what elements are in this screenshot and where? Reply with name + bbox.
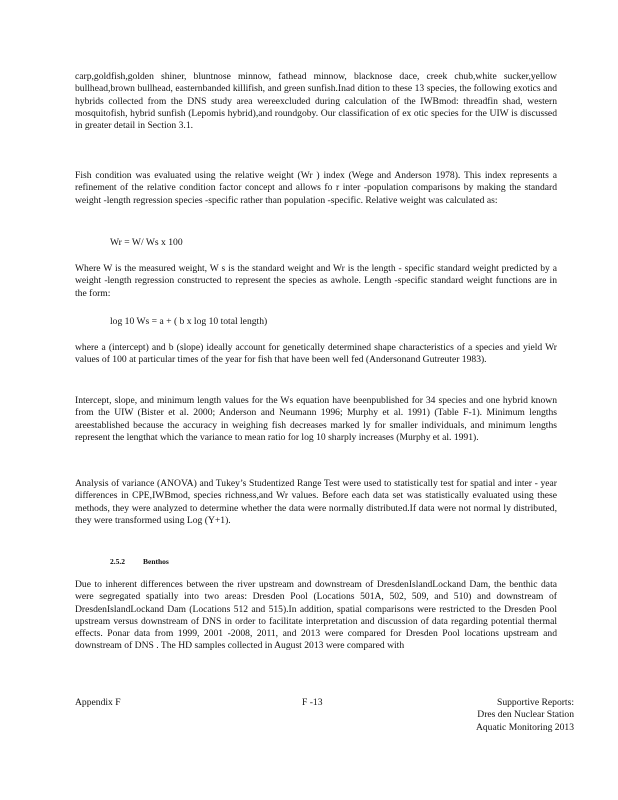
equation-relative-weight: Wr = W/ Ws x 100 xyxy=(110,237,183,248)
equation-standard-weight: log 10 Ws = a + ( b x log 10 total length) xyxy=(110,316,268,327)
paragraph-intercept-slope: where a (intercept) and b (slope) ideally account for genetically determined shape characteristics of a species and yield Wr values of 100 at particular times of the year for fish that have been well fed (Andersonand Gutreuter 1983). xyxy=(75,342,557,366)
footer-report-line-2: Dres den Nuclear Station xyxy=(477,709,574,721)
section-number: 2.5.2 xyxy=(110,557,125,566)
footer-report-line-1: Supportive Reports: xyxy=(496,697,574,708)
section-title: Benthos xyxy=(143,557,169,566)
paragraph-benthic-data: Due to inherent differences between the river upstream and downstream of DresdenIslandLockand Dam, the benthic data were segregated spatially into two areas: Dresden Pool (Locations 501A, 502, 509, and 510) and downstream of DresdenIslandLockand Dam (Locations 512 and 515).In addition, spatial comparisons were restricted to the Dresden Pool upstream versus downstream of DNS in order to facilitate interpretation and discussion of data regarding potential thermal effects. Ponar data from 1999, 2001 -2008, 2011, and 2013 were compared for Dresden Pool locations upstream and downstream of DNS . The HD samples collected in August 2013 were compared with xyxy=(75,579,557,652)
section-heading-benthos xyxy=(110,557,169,566)
paragraph-minimum-length: Intercept, slope, and minimum length values for the Ws equation have beenpublished for 34 species and one hybrid known from the UIW (Bister et al. 2000; Anderson and Neumann 1996; Murphy et al. 1991) (Table F-1). Minimum lengths areestablished because the accuracy in weighing fish decreases marked ly for smaller individuals, and minimum lengths represent the lengthat which the variance to mean ratio for log 10 sharply increases (Murphy et al. 1991). xyxy=(75,395,557,443)
paragraph-anova: Analysis of variance (ANOVA) and Tukey’s Studentized Range Test were used to statistically test for spatial and inter - year differences in CPE,IWBmod, species richness,and Wr values. Before each data set was statistically evaluated using these methods, they were analyzed to determine whether the data were normally distributed.If data were not normal ly distributed, they were transformed using Log (Y+1). xyxy=(75,478,557,526)
paragraph-fish-condition: Fish condition was evaluated using the relative weight (Wr ) index (Wege and Anderson 1978). This index represents a refinement of the relative condition factor concept and allows fo r inter -population comparisons by making the standard weight -length regression species -specific rather than population -specific. Relative weight was calculated as: xyxy=(75,170,557,206)
footer-report-title xyxy=(476,697,574,734)
footer-report-line-3: Aquatic Monitoring 2013 xyxy=(475,721,574,733)
footer-appendix-label: Appendix F xyxy=(75,697,121,708)
paragraph-exotic-species: carp,goldfish,golden shiner, bluntnose minnow, fathead minnow, blacknose dace, creek chub,white sucker,yellow bullhead,brown bullhead, easternbanded killifish, and green sunfish.Inad dition to these 13 species, the following exotics and hybrids collected from the DNS study area wereexcluded during calculation of the IWBmod: threadfin shad, western mosquitofish, hybrid sunfish (Lepomis hybrid),and roundgoby. Our classification of ex otic species for the UIW is discussed in greater detail in Section 3.1. xyxy=(75,71,557,132)
footer-page-number: F -13 xyxy=(302,697,323,708)
paragraph-where-definitions: Where W is the measured weight, W s is the standard weight and Wr is the length - specific standard weight predicted by a weight -length regression constructed to represent the species as awhole. Length -specific standard weight functions are in the form: xyxy=(75,263,557,299)
